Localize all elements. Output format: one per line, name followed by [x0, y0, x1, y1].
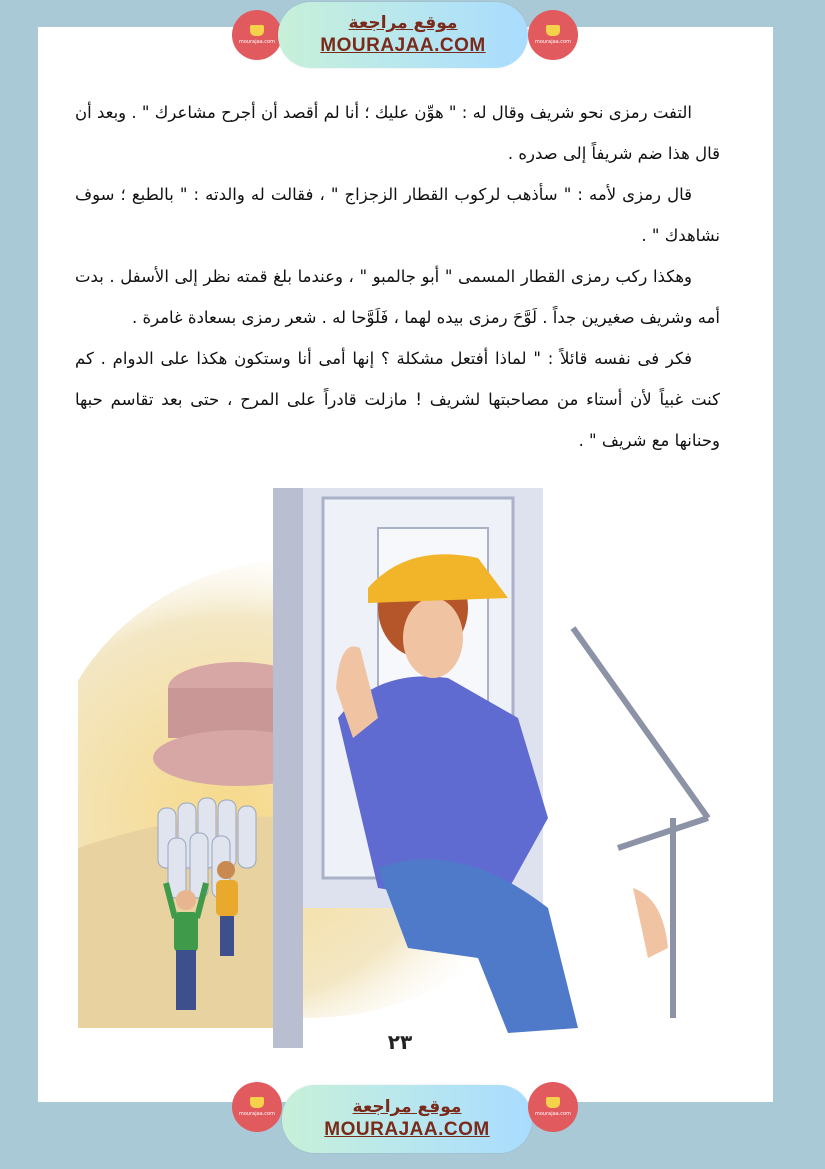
paragraph: قال رمزى لأمه : " سأذهب لركوب القطار الزجزاج " ، فقالت له والدته : " بالطبع ؛ سوف نشاهدك " . [75, 185, 720, 245]
cup-logo-icon [250, 1097, 264, 1108]
watermark-logo-bottom-right [528, 1082, 578, 1132]
logo-caption: mourajaa.com [534, 1111, 571, 1117]
story-illustration [78, 488, 718, 1048]
watermark-latin: MOURAJAA.COM [324, 1119, 490, 1140]
cup-logo-icon [250, 25, 264, 36]
story-text [75, 92, 720, 461]
watermark-logo-top-left [232, 10, 282, 60]
railing [573, 628, 708, 1018]
watermark-logo-bottom-left [232, 1082, 282, 1132]
watermark-arabic: موقع مراجعة [352, 1097, 462, 1117]
paragraph: فكر فى نفسه قائلاً : " لماذا أفتعل مشكلة ؟ إنها أمى أنا وستكون هكذا على الدوام . كم كنت غبياً لأن أستاء من مصاحبتها لشريف ! مازلت قادراً على المرح ، حتى بعد تقاسم حبها وحنانها مع شريف " . [75, 349, 720, 450]
cup-logo-icon [546, 1097, 560, 1108]
watermark-banner-top[interactable] [278, 2, 528, 68]
paragraph: التفت رمزى نحو شريف وقال له : " هوِّن عليك ؛ أنا لم أقصد أن أجرح مشاعرك " . وبعد أن قال هذا ضم شريفاً إلى صدره . [75, 103, 720, 163]
paragraph: وهكذا ركب رمزى القطار المسمى " أبو جالمبو " ، وعندما بلغ قمته نظر إلى الأسفل . بدت أمه وشريف صغيرين جداً . لَوَّحَ رمزى بيده لهما ، فَلَوَّحا له . شعر رمزى بسعادة غامرة . [75, 267, 720, 327]
watermark-arabic: موقع مراجعة [348, 13, 458, 33]
watermark-banner-bottom[interactable] [282, 1085, 532, 1153]
cup-logo-icon [546, 25, 560, 36]
watermark-latin: MOURAJAA.COM [320, 35, 486, 56]
logo-caption: mourajaa.com [238, 1111, 275, 1117]
page-number: ٢٣ [387, 1030, 413, 1054]
watermark-logo-top-right [528, 10, 578, 60]
logo-caption: mourajaa.com [238, 39, 275, 45]
window-frame-left [273, 488, 303, 1048]
logo-caption: mourajaa.com [534, 39, 571, 45]
